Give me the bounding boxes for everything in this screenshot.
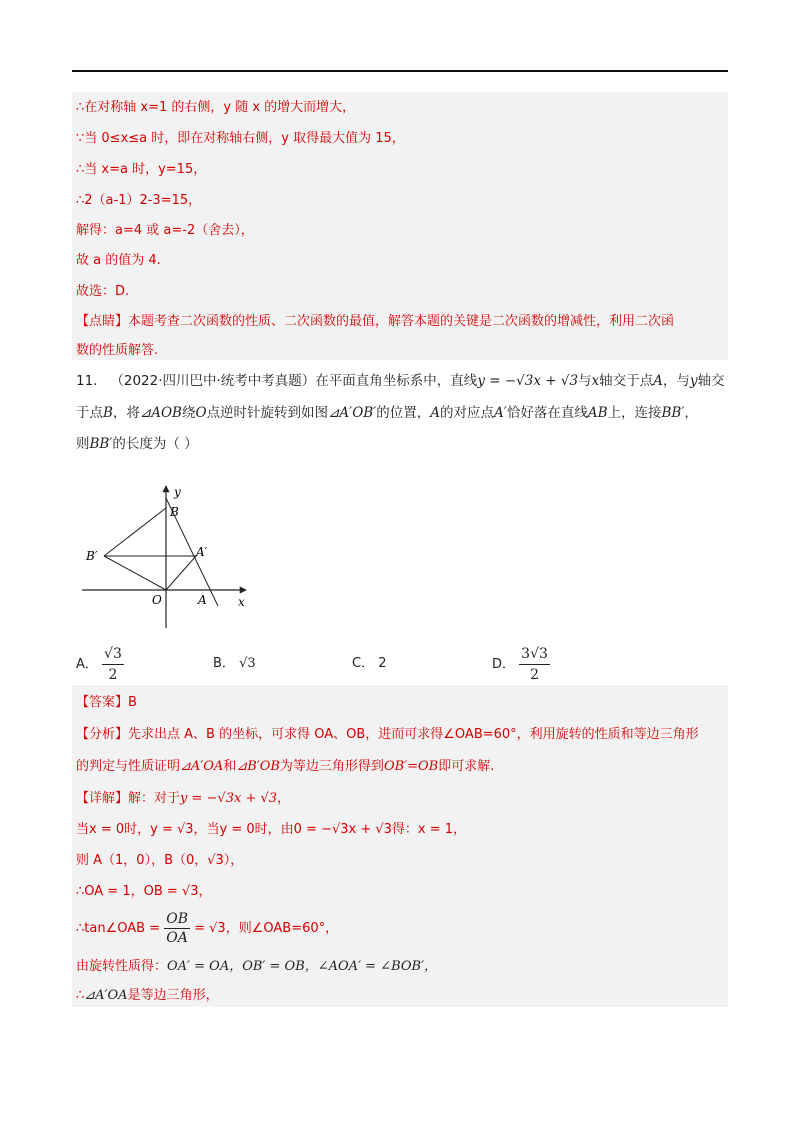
solution-line-6: 故 a 的值为 4. (76, 253, 161, 268)
math-var: ⊿AOB (139, 405, 182, 421)
answer-line (76, 694, 137, 712)
math-var: ⊿A′OA (180, 759, 224, 774)
label-o: O (152, 593, 162, 607)
comment-line-2: 数的性质解答. (76, 343, 159, 358)
math-var: O (195, 405, 207, 421)
math-var: OA′ = OA，OB′ = OB，∠AOA′ = ∠BOB′， (167, 959, 438, 974)
analysis-text: 即可求解. (438, 759, 495, 774)
analysis-line-1 (76, 726, 699, 744)
math-var: y = −√3x + √3 (180, 791, 278, 806)
question-text: 的对应点 (440, 405, 494, 421)
option-b-label: B． (213, 656, 235, 671)
option-a[interactable] (76, 644, 124, 685)
math-var: AB (587, 405, 608, 421)
detail-line-6 (76, 958, 437, 976)
detail-text: ∴ (76, 988, 85, 1003)
fraction-denominator: 2 (530, 667, 539, 683)
math-var: B (103, 405, 113, 421)
label-b: B (170, 505, 179, 519)
math-var: A′ (494, 405, 507, 421)
math-var: ⊿A′OA (84, 988, 128, 1003)
segment-o-ap (166, 556, 196, 590)
question-text: 恰好落在直线 (506, 405, 588, 421)
segment-bp-o (104, 556, 166, 590)
question-text: ，将 (112, 405, 140, 421)
detail-line-3: 则 A（1，0），B（0，√3）， (76, 853, 244, 868)
fraction-denominator: 2 (108, 667, 118, 683)
detail-text: 解：对于 (128, 791, 181, 806)
question-text: 上，连接 (607, 405, 662, 421)
label-a: A (198, 593, 207, 607)
line-equation: y = −√3x + √3 (477, 373, 579, 389)
option-c-value: 2 (378, 656, 387, 671)
fraction-denominator: OA (166, 930, 188, 946)
solution-line-7: 故选：D. (76, 284, 130, 299)
question-text: 轴交 (697, 373, 725, 389)
analysis-line-2 (76, 758, 494, 776)
option-d[interactable] (492, 644, 550, 685)
math-var: BB′ (661, 405, 685, 421)
solution-line-1: ∴在对称轴 x=1 的右侧，y 随 x 的增大而增大， (76, 100, 356, 115)
math-var: ⊿A′OB′ (328, 405, 377, 421)
solution-line-3: ∴当 x=a 时，y=15， (76, 162, 207, 177)
option-b[interactable] (213, 654, 256, 674)
option-d-fraction (519, 644, 550, 685)
question-text: 绕 (181, 405, 196, 421)
option-a-fraction (102, 644, 124, 685)
question-text: 于点 (76, 405, 103, 421)
detail-line-4: ∴OA = 1，OB = √3， (76, 884, 212, 899)
fraction-numerator: OB (166, 911, 188, 927)
question-number: 11. (76, 373, 98, 389)
detail-text: = √3， (194, 921, 239, 936)
solution-line-4: ∴2（a-1）2-3=15， (76, 193, 202, 208)
detail-line-7 (76, 987, 219, 1005)
comment-tag: 【点睛】 (76, 314, 129, 329)
question-line-1 (76, 371, 725, 391)
detail-line-1 (76, 790, 290, 808)
geometry-figure (78, 478, 258, 642)
label-x: x (238, 595, 245, 609)
analysis-text: 为等边三角形得到 (279, 759, 384, 774)
label-b-prime: B′ (86, 549, 98, 563)
math-var: ⊿B′OB (236, 759, 280, 774)
analysis-text: 和 (223, 759, 237, 774)
solution-line-2: ∵当 0≤x≤a 时，即在对称轴右侧，y 取得最大值为 15， (76, 131, 405, 146)
detail-text: 由旋转性质得： (76, 959, 168, 974)
option-d-label: D． (492, 657, 516, 672)
detail-line-2: 当x = 0时，y = √3，当y = 0时，由0 = −√3x + √3得：x = 1， (76, 822, 467, 837)
option-c[interactable] (352, 654, 387, 674)
detail-line-5 (76, 910, 338, 947)
detail-tag: 【详解】 (76, 791, 129, 806)
option-b-value: √3 (239, 656, 256, 671)
question-text: 的位置， (376, 405, 431, 421)
detail-text: ， (277, 791, 291, 806)
option-c-label: C． (352, 656, 375, 671)
question-text: 的长度为（ ） (112, 436, 198, 452)
label-a-prime: A′ (196, 545, 208, 559)
analysis-text: 的判定与性质证明 (76, 759, 181, 774)
question-text: 点逆时针旋转到如图 (206, 405, 329, 421)
question-text: 在平面直角坐标系中，直线 (315, 373, 478, 389)
answer-tag: 【答案】 (76, 695, 129, 710)
label-y: y (174, 485, 181, 499)
option-a-label: A． (76, 657, 98, 672)
math-var: OB′=OB (383, 759, 439, 774)
fraction-numerator: √3 (102, 644, 124, 665)
solution-line-5: 解得：a=4 或 a=-2（舍去）， (76, 223, 254, 238)
fraction-numerator: 3√3 (519, 644, 550, 665)
math-var: BB′ (89, 436, 113, 452)
question-source: （2022·四川巴中·统考中考真题） (110, 373, 316, 389)
analysis-tag: 【分析】 (76, 727, 129, 742)
segment-bp-b (104, 508, 166, 556)
tan-fraction (164, 910, 190, 947)
math-var: x (591, 373, 600, 389)
detail-text: 则∠OAB=60°， (238, 921, 339, 936)
question-line-2 (76, 403, 698, 423)
question-line-3 (76, 434, 198, 454)
answer-value: B (128, 695, 137, 710)
comment-line-1 (76, 313, 674, 331)
comment-text-1: 本题考查二次函数的性质、二次函数的最值，解答本题的关键是二次函数的增减性，利用二次函 (128, 314, 675, 329)
detail-text: 是等边三角形， (127, 988, 219, 1003)
question-text: 则 (76, 436, 90, 452)
question-text: 与 (578, 373, 592, 389)
math-var: y (689, 373, 698, 389)
question-text: ，与 (662, 373, 690, 389)
analysis-text-1: 先求出点 A、B 的坐标，可求得 OA、OB，进而可求得∠OAB=60°，利用旋转的性质和等边三角形 (128, 727, 699, 742)
detail-text: ∴tan∠OAB = (76, 921, 161, 936)
question-text: ， (684, 405, 698, 421)
header-rule (72, 70, 728, 72)
math-var: A (430, 405, 440, 421)
math-var: A (653, 373, 663, 389)
question-text: 轴交于点 (599, 373, 654, 389)
